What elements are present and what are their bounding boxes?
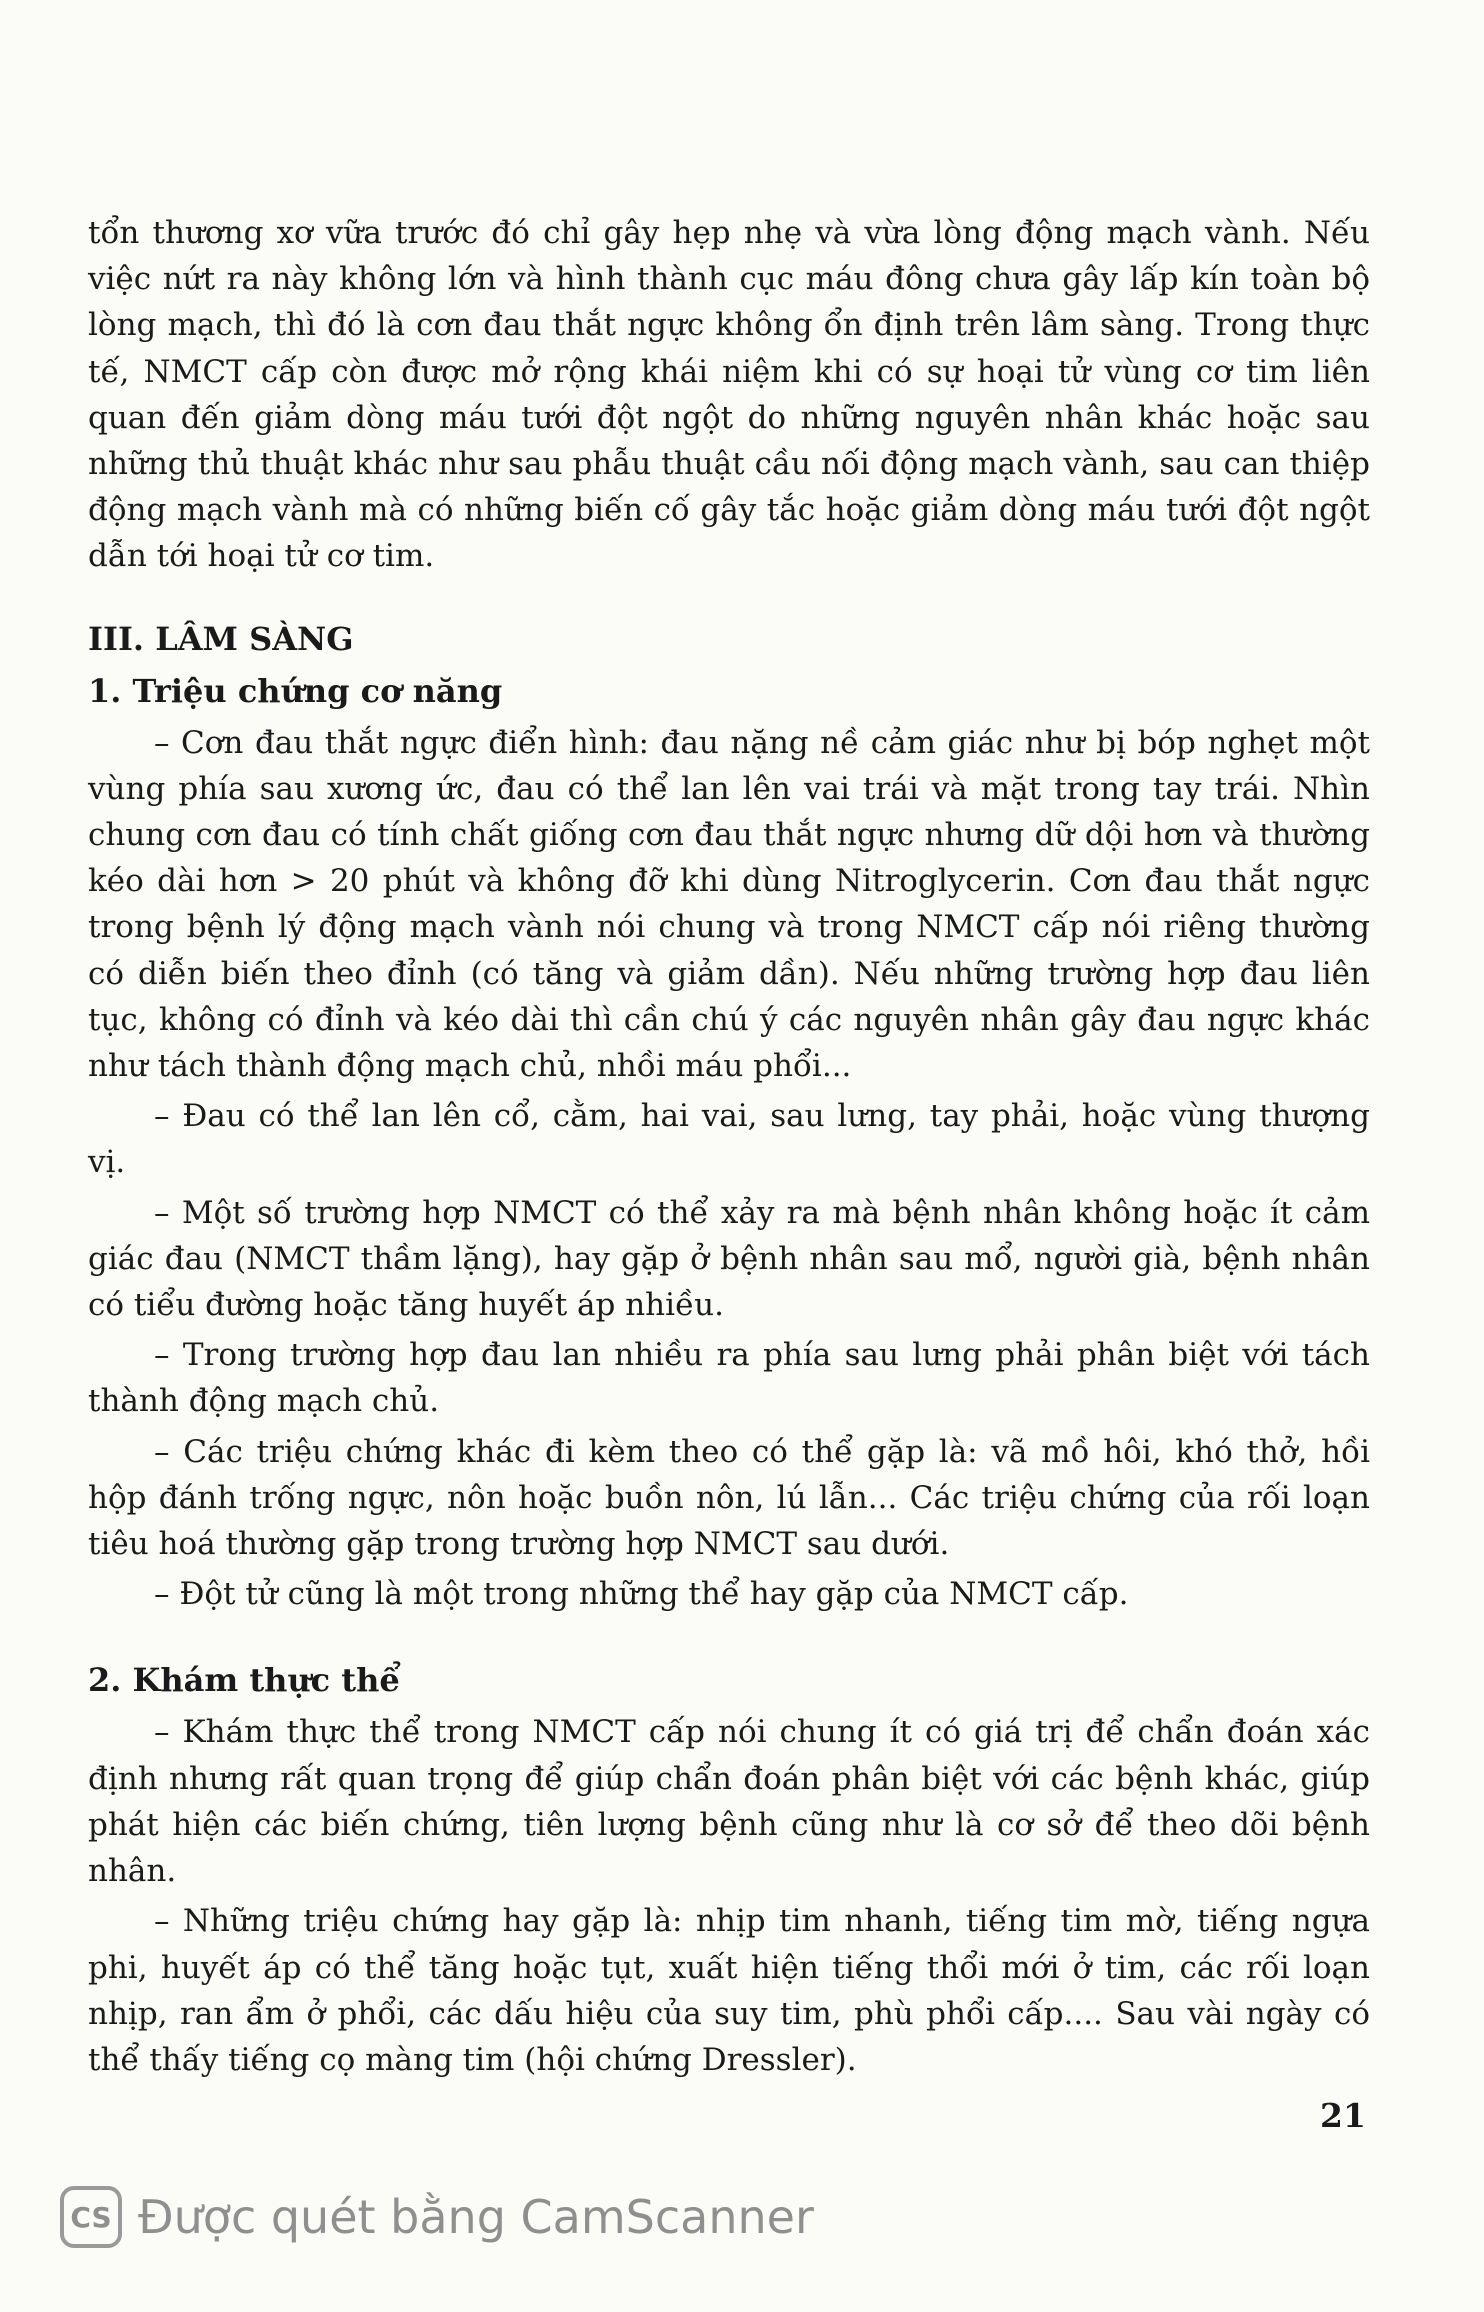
list-item: – Trong trường hợp đau lan nhiều ra phía sau lưng phải phân biệt với tách thành động mạch chủ. <box>88 1337 1370 1420</box>
page-number: 21 <box>1320 2096 1366 2135</box>
list-item: – Cơn đau thắt ngực điển hình: đau nặng nề cảm giác như bị bóp nghẹt một vùng phía sau xương ức, đau có thể lan lên vai trái và mặt trong tay trái. Nhìn chung cơn đau có tính chất giống cơn đau thắt ngực nhưng dữ dội hơn và thường kéo dài hơn > 20 phút và không đỡ khi dùng Nitroglycerin. Cơn đau thắt ngực trong bệnh lý động mạch vành nói chung và trong NMCT cấp nói riêng thường có diễn biến theo đỉnh (có tăng và giảm dần). Nếu những trường hợp đau liên tục, không có đỉnh và kéo dài thì cần chú ý các nguyên nhân gây đau ngực khác như tách thành động mạch chủ, nhồi máu phổi... <box>88 724 1370 1085</box>
camscanner-logo-icon: CS <box>60 2186 122 2248</box>
intro-paragraph: tổn thương xơ vữa trước đó chỉ gây hẹp nhẹ và vừa lòng động mạch vành. Nếu việc nứt ra này không lớn và hình thành cục máu đông chưa gây lấp kín toàn bộ lòng mạch, thì đó là cơn đau thắt ngực không ổn định trên lâm sàng. Trong thực tế, NMCT cấp còn được mở rộng khái niệm khi có sự hoại tử vùng cơ tim liên quan đến giảm dòng máu tưới đột ngột do những nguyên nhân khác hoặc sau những thủ thuật khác như sau phẫu thuật cầu nối động mạch vành, sau can thiệp động mạch vành mà có những biến cố gây tắc hoặc giảm dòng máu tưới đột ngột dẫn tới hoại tử cơ tim. <box>88 215 1370 575</box>
list-item: – Đột tử cũng là một trong những thể hay gặp của NMCT cấp. <box>154 1576 1129 1613</box>
list-item: – Một số trường hợp NMCT có thể xảy ra mà bệnh nhân không hoặc ít cảm giác đau (NMCT thầm lặng), hay gặp ở bệnh nhân sau mổ, người già, bệnh nhân có tiểu đường hoặc tăng huyết áp nhiều. <box>88 1194 1370 1324</box>
subsection-title-symptoms: 1. Triệu chứng cơ năng <box>88 671 503 710</box>
scanner-watermark <box>60 2186 814 2248</box>
scanner-text: Được quét bằng CamScanner <box>138 2190 814 2244</box>
list-item: – Khám thực thể trong NMCT cấp nói chung ít có giá trị để chẩn đoán xác định nhưng rất quan trọng để giúp chẩn đoán phân biệt với các bệnh khác, giúp phát hiện các biến chứng, tiên lượng bệnh cũng như là cơ sở để theo dõi bệnh nhân. <box>88 1714 1370 1890</box>
list-item: – Các triệu chứng khác đi kèm theo có thể gặp là: vã mồ hôi, khó thở, hồi hộp đánh trống ngực, nôn hoặc buồn nôn, lú lẫn... Các triệu chứng của rối loạn tiêu hoá thường gặp trong trường hợp NMCT sau dưới. <box>88 1433 1370 1563</box>
document-page <box>88 210 1370 2083</box>
subsection-title-exam: 2. Khám thực thể <box>88 1661 400 1700</box>
section-title: III. LÂM SÀNG <box>88 619 354 658</box>
list-item: – Đau có thể lan lên cổ, cằm, hai vai, sau lưng, tay phải, hoặc vùng thượng vị. <box>88 1098 1370 1181</box>
list-item: – Những triệu chứng hay gặp là: nhịp tim nhanh, tiếng tim mờ, tiếng ngựa phi, huyết áp có thể tăng hoặc tụt, xuất hiện tiếng thổi mới ở tim, các rối loạn nhịp, ran ẩm ở phổi, các dấu hiệu của suy tim, phù phổi cấp.... Sau vài ngày có thể thấy tiếng cọ màng tim (hội chứng Dressler). <box>88 1903 1370 2078</box>
